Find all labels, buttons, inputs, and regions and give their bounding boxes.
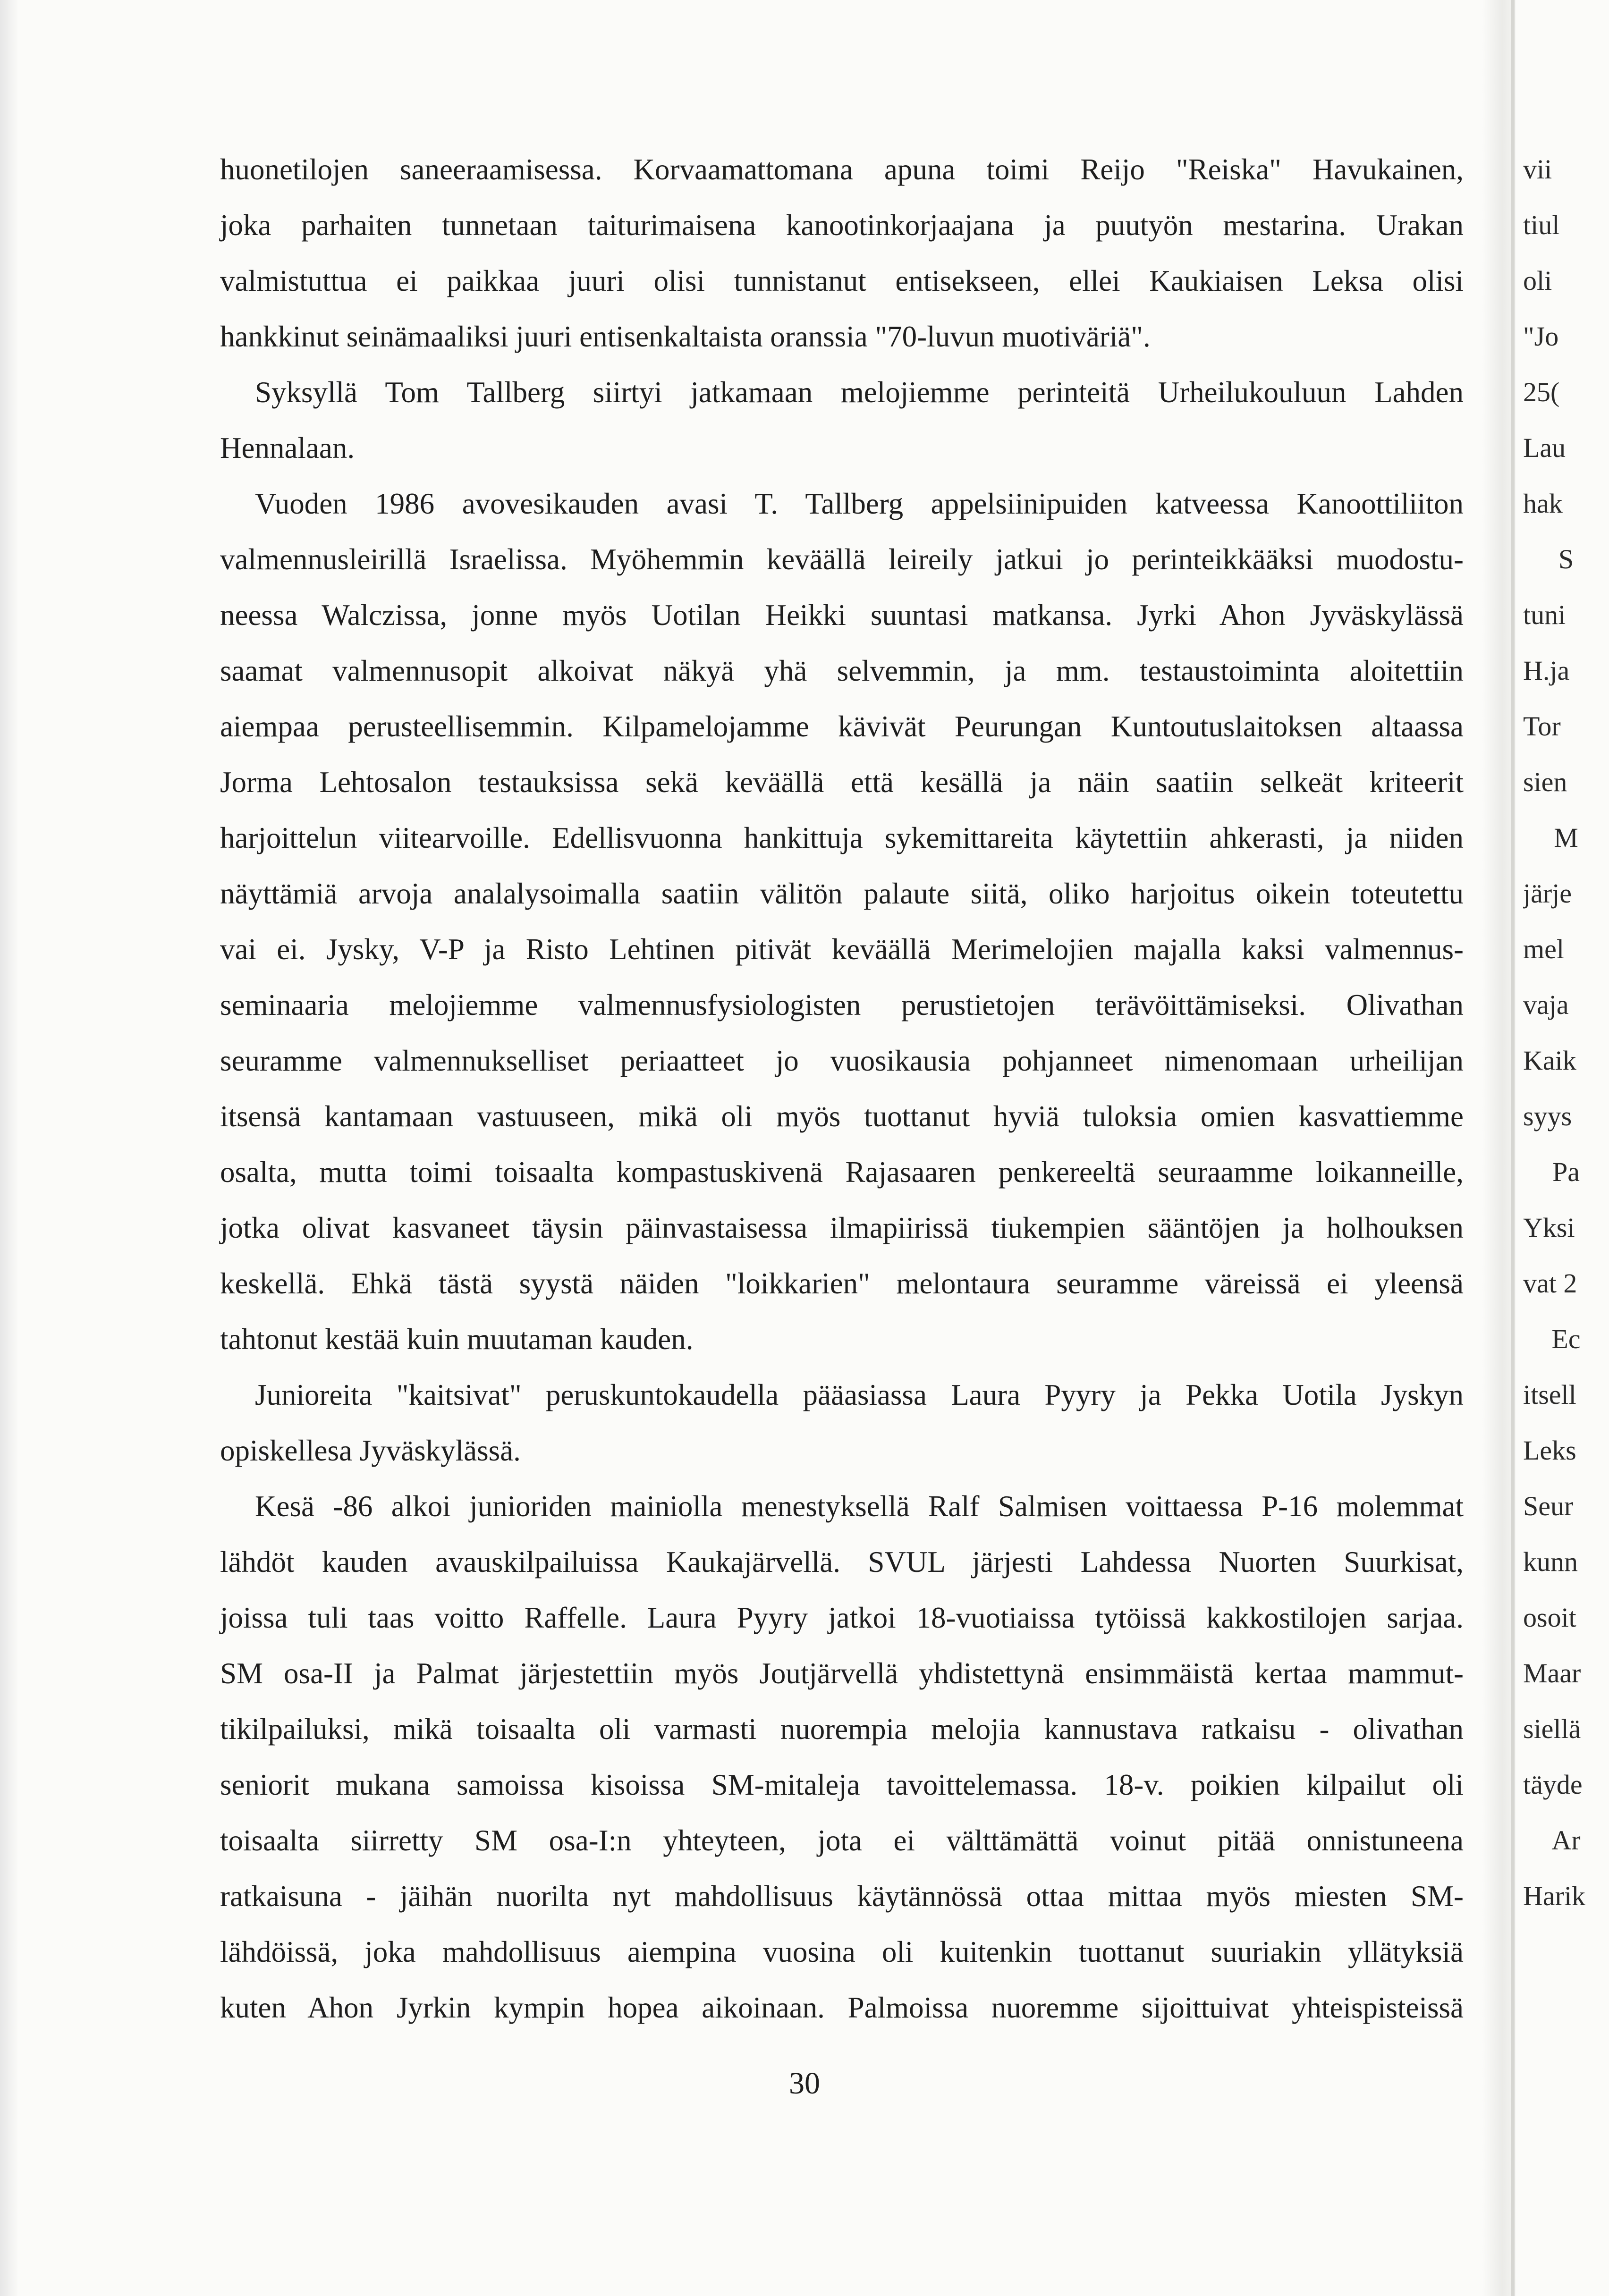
- neighbor-text-fragment: järje: [1523, 878, 1572, 909]
- neighbor-text-fragment: osoit: [1523, 1602, 1576, 1633]
- text-line: Hennalaan.: [220, 431, 355, 464]
- neighbor-text-fragment: Maar: [1523, 1658, 1581, 1688]
- text-line: itsensä kantamaan vastuuseen, mikä oli myös tuottanut hyviä tuloksia omien kasvattiemme: [220, 1100, 1464, 1133]
- neighbor-text-fragment: tiul: [1523, 210, 1560, 240]
- neighbor-text-fragment: Leks: [1523, 1435, 1576, 1466]
- text-line: toisaalta siirretty SM osa-I:n yhteyteen, jota ei välttämättä voinut pitää onnistuneena: [220, 1824, 1464, 1857]
- neighbor-text-fragment: hak: [1523, 488, 1563, 519]
- text-line: valmennusleirillä Israelissa. Myöhemmin keväällä leireily jatkui jo perinteikkääksi muodostu-: [220, 543, 1464, 576]
- text-line: vai ei. Jysky, V-P ja Risto Lehtinen pitivät keväällä Merimelojien majalla kaksi valmennus-: [220, 933, 1464, 966]
- neighbor-text-fragment: sien: [1523, 767, 1567, 797]
- neighbor-text-fragment: M: [1554, 822, 1578, 853]
- neighbor-text-fragment: Seur: [1523, 1491, 1574, 1521]
- text-line: ratkaisuna - jäihän nuorilta nyt mahdollisuus käytännössä ottaa mittaa myös miesten SM-: [220, 1880, 1464, 1913]
- page-fold-line: [1511, 0, 1515, 2296]
- text-line: tahtonut kestää kuin muutaman kauden.: [220, 1323, 694, 1356]
- neighbor-text-fragment: Kaik: [1523, 1045, 1576, 1076]
- neighbor-text-fragment: mel: [1523, 934, 1564, 964]
- text-line: osalta, mutta toimi toisaalta kompastuskivenä Rajasaaren penkereeltä seuraamme loikanneille,: [220, 1156, 1464, 1189]
- neighbor-text-fragment: 25(: [1523, 377, 1560, 407]
- neighbor-text-fragment: itsell: [1523, 1379, 1576, 1410]
- text-line: hankkinut seinämaaliksi juuri entisenkaltaista oranssia "70-luvun muotiväriä".: [220, 320, 1151, 353]
- text-line: seniorit mukana samoissa kisoissa SM-mitaleja tavoittelemassa. 18-v. poikien kilpailut oli: [220, 1768, 1464, 1801]
- page-number: 30: [789, 2066, 820, 2101]
- text-line: SM osa-II ja Palmat järjestettiin myös Joutjärvellä yhdistettynä ensimmäistä kertaa mammut-: [220, 1657, 1464, 1690]
- text-line: neessa Walczissa, jonne myös Uotilan Heikki suuntasi matkansa. Jyrki Ahon Jyväskylässä: [220, 599, 1464, 632]
- neighbor-text-fragment: syys: [1523, 1101, 1572, 1131]
- neighbor-text-fragment: oli: [1523, 265, 1552, 296]
- text-line: Vuoden 1986 avovesikauden avasi T. Tallberg appelsiinipuiden katveessa Kanoottiliiton: [255, 487, 1464, 520]
- neighbor-text-fragment: kunn: [1523, 1546, 1578, 1577]
- neighbor-text-fragment: Lau: [1523, 432, 1566, 463]
- text-line: seuramme valmennukselliset periaatteet jo vuosikausia pohjanneet nimenomaan urheilijan: [220, 1044, 1464, 1077]
- neighbor-text-fragment: Yksi: [1523, 1212, 1575, 1243]
- neighbor-text-fragment: H.ja: [1523, 655, 1570, 686]
- neighbor-text-fragment: Tor: [1523, 711, 1561, 742]
- neighbor-text-fragment: vat 2: [1523, 1268, 1577, 1299]
- neighbor-text-fragment: Pa: [1552, 1156, 1580, 1187]
- text-line: keskellä. Ehkä tästä syystä näiden "loikkarien" melontaura seuramme väreissä ei yleensä: [220, 1267, 1464, 1300]
- text-line: seminaaria melojiemme valmennusfysiologisten perustietojen terävöittämiseksi. Olivathan: [220, 988, 1464, 1021]
- text-line: Kesä -86 alkoi junioriden mainiolla menestyksellä Ralf Salmisen voittaessa P-16 molemmat: [255, 1490, 1464, 1523]
- text-line: saamat valmennusopit alkoivat näkyä yhä selvemmin, ja mm. testaustoiminta aloitettiin: [220, 654, 1464, 687]
- text-line: kuten Ahon Jyrkin kympin hopea aikoinaan. Palmoissa nuoremme sijoittuivat yhteispisteissä: [220, 1991, 1464, 2024]
- text-line: näyttämiä arvoja analalysoimalla saatiin välitön palaute siitä, oliko harjoitus oikein toteutettu: [220, 877, 1464, 910]
- text-line: huonetilojen saneeraamisessa. Korvaamattomana apuna toimi Reijo "Reiska" Havukainen,: [220, 153, 1464, 186]
- text-line: harjoittelun viitearvoille. Edellisvuonna hankittuja sykemittareita käytettiin ahkerasti, ja niiden: [220, 821, 1464, 854]
- neighbor-page-edge-text: [1523, 142, 1609, 1924]
- text-line: jotka olivat kasvaneet täysin päinvastaisessa ilmapiirissä tiukempien sääntöjen ja holhouksen: [220, 1211, 1464, 1244]
- neighbor-text-fragment: siellä: [1523, 1714, 1581, 1744]
- neighbor-text-fragment: S: [1558, 544, 1574, 574]
- text-line: aiempaa perusteellisemmin. Kilpamelojamme kävivät Peurungan Kuntoutuslaitoksen altaassa: [220, 710, 1464, 743]
- text-line: opiskellesa Jyväskylässä.: [220, 1434, 521, 1467]
- neighbor-text-fragment: Ec: [1551, 1324, 1581, 1354]
- text-line: Syksyllä Tom Tallberg siirtyi jatkamaan melojiemme perinteitä Urheilukouluun Lahden: [255, 376, 1464, 409]
- text-line: lähdöissä, joka mahdollisuus aiempina vuosina oli kuitenkin tuottanut suuriakin yllätyksiä: [220, 1935, 1464, 1968]
- text-line: valmistuttua ei paikkaa juuri olisi tunnistanut entisekseen, ellei Kaukiaisen Leksa olisi: [220, 264, 1464, 297]
- neighbor-text-fragment: vii: [1523, 154, 1552, 185]
- text-line: Junioreita "kaitsivat" peruskuntokaudella pääasiassa Laura Pyyry ja Pekka Uotila Jyskyn: [255, 1378, 1464, 1411]
- neighbor-text-fragment: tuni: [1523, 599, 1566, 630]
- text-line: tikilpailuksi, mikä toisaalta oli varmasti nuorempia melojia kannustava ratkaisu - olivathan: [220, 1713, 1464, 1746]
- page-left-edge-shadow: [0, 0, 19, 2296]
- neighbor-text-fragment: "Jo: [1523, 321, 1559, 352]
- text-line: Jorma Lehtosalon testauksissa sekä keväällä että kesällä ja näin saatiin selkeät kriteerit: [220, 766, 1464, 799]
- neighbor-text-fragment: vaja: [1523, 989, 1569, 1020]
- text-line: joissa tuli taas voitto Raffelle. Laura Pyyry jatkoi 18-vuotiaissa tytöissä kakkostilojen sarjaa.: [220, 1601, 1464, 1634]
- neighbor-text-fragment: Ar: [1551, 1825, 1581, 1856]
- text-line: lähdöt kauden avauskilpailuissa Kaukajärvellä. SVUL järjesti Lahdessa Nuorten Suurkisat,: [220, 1545, 1464, 1578]
- text-line: joka parhaiten tunnetaan taiturimaisena kanootinkorjaajana ja puutyön mestarina. Urakan: [220, 209, 1464, 242]
- document-body: [220, 142, 1464, 2035]
- neighbor-text-fragment: Harik: [1523, 1881, 1586, 1911]
- neighbor-text-fragment: täyde: [1523, 1769, 1583, 1800]
